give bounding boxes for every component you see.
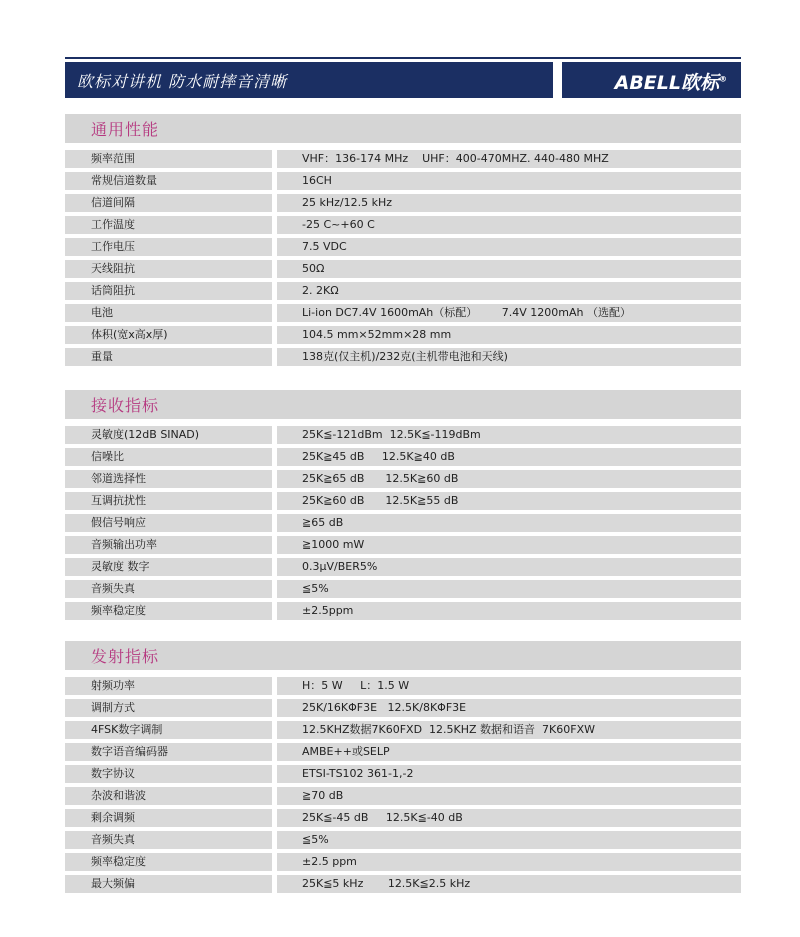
spec-value: 25K≧45 dB 12.5K≧40 dB [277,448,741,466]
spec-value: ≧70 dB [277,787,741,805]
spec-row [65,216,741,234]
spec-label: 天线阻抗 [65,260,272,278]
spec-section [65,390,741,620]
brand-box [562,62,741,98]
registered-mark: ® [719,74,727,84]
spec-value: 25K≦-45 dB 12.5K≦-40 dB [277,809,741,827]
spec-label: 数字协议 [65,765,272,783]
spec-label: 互调抗扰性 [65,492,272,510]
section-header [65,390,741,419]
section-title: 通用性能 [91,120,160,139]
spec-row [65,558,741,576]
section-gap [65,143,741,150]
spec-label: 调制方式 [65,699,272,717]
spec-row [65,809,741,827]
brand-logo [615,68,727,95]
section-title: 接收指标 [91,396,160,415]
spec-value: 25K≧60 dB 12.5K≧55 dB [277,492,741,510]
spec-row [65,326,741,344]
spec-table [65,426,741,620]
spec-value: ±2.5ppm [277,602,741,620]
spec-label: 工作电压 [65,238,272,256]
spec-row [65,282,741,300]
spec-row [65,787,741,805]
spec-value: 25K/16KΦF3E 12.5K/8KΦF3E [277,699,741,717]
spec-row [65,853,741,871]
spec-row [65,765,741,783]
section-gap [65,419,741,426]
spec-label: 话筒阻抗 [65,282,272,300]
spec-row [65,150,741,168]
spec-row [65,448,741,466]
spec-row [65,304,741,322]
section-title: 发射指标 [91,647,160,666]
spec-value: ±2.5 ppm [277,853,741,871]
brand-logo-text: ABELL欧标 [614,72,719,94]
spec-row [65,699,741,717]
spec-label: 杂波和谐波 [65,787,272,805]
spec-row [65,677,741,695]
spec-row [65,721,741,739]
spec-label: 灵敏度 数字 [65,558,272,576]
spec-value: 7.5 VDC [277,238,741,256]
top-divider [65,57,741,59]
spec-label: 频率范围 [65,150,272,168]
spec-value: H：5 W L：1.5 W [277,677,741,695]
spec-value: 25 kHz/12.5 kHz [277,194,741,212]
spec-row [65,470,741,488]
spec-row [65,260,741,278]
spec-row [65,194,741,212]
spec-row [65,514,741,532]
spec-label: 音频失真 [65,580,272,598]
spec-value: ≦5% [277,831,741,849]
spec-value: 12.5KHZ数据7K60FXD 12.5KHZ 数据和语音 7K60FXW [277,721,741,739]
spec-label: 体积(宽x高x厚) [65,326,272,344]
spec-label: 剩余调频 [65,809,272,827]
spec-row [65,426,741,444]
page-title: 欧标对讲机 防水耐摔音清晰 [77,72,288,91]
spec-label: 灵敏度(12dB SINAD) [65,426,272,444]
spec-section [65,641,741,893]
spec-value: 104.5 mm×52mm×28 mm [277,326,741,344]
spec-label: 电池 [65,304,272,322]
spec-value: -25 C~+60 C [277,216,741,234]
spec-row [65,831,741,849]
spec-value: ≧1000 mW [277,536,741,554]
spec-value: 0.3μV/BER5% [277,558,741,576]
spec-table [65,150,741,366]
header-banner [65,62,553,98]
spec-value: ETSI-TS102 361-1,-2 [277,765,741,783]
spec-value: 138克(仅主机)/232克(主机带电池和天线) [277,348,741,366]
section-header [65,114,741,143]
spec-label: 音频失真 [65,831,272,849]
spec-label: 音频输出功率 [65,536,272,554]
spec-label: 假信号响应 [65,514,272,532]
spec-row [65,172,741,190]
spec-value: ≧65 dB [277,514,741,532]
spec-row [65,536,741,554]
spec-label: 工作温度 [65,216,272,234]
section-header [65,641,741,670]
spec-label: 常规信道数量 [65,172,272,190]
spec-value: ≦5% [277,580,741,598]
spec-row [65,348,741,366]
section-gap [65,670,741,677]
spec-label: 频率稳定度 [65,853,272,871]
spec-label: 信噪比 [65,448,272,466]
spec-label: 数字语音编码器 [65,743,272,761]
spec-label: 最大频偏 [65,875,272,893]
spec-row [65,492,741,510]
spec-label: 频率稳定度 [65,602,272,620]
spec-value: 25K≦5 kHz 12.5K≦2.5 kHz [277,875,741,893]
spec-value: Li-ion DC7.4V 1600mAh（标配） 7.4V 1200mAh （选配） [277,304,741,322]
spec-row [65,238,741,256]
spec-row [65,580,741,598]
spec-value: 2. 2KΩ [277,282,741,300]
spec-row [65,602,741,620]
spec-value: VHF：136-174 MHz UHF：400-470MHZ. 440-480 MHZ [277,150,741,168]
spec-label: 4FSK数字调制 [65,721,272,739]
spec-label: 射频功率 [65,677,272,695]
spec-value: 25K≧65 dB 12.5K≧60 dB [277,470,741,488]
spec-value: 16CH [277,172,741,190]
spec-table [65,677,741,893]
spec-row [65,743,741,761]
spec-value: 50Ω [277,260,741,278]
spec-label: 重量 [65,348,272,366]
spec-label: 信道间隔 [65,194,272,212]
spec-value: AMBE++或SELP [277,743,741,761]
spec-label: 邻道选择性 [65,470,272,488]
spec-section [65,114,741,366]
spec-row [65,875,741,893]
spec-value: 25K≦-121dBm 12.5K≦-119dBm [277,426,741,444]
